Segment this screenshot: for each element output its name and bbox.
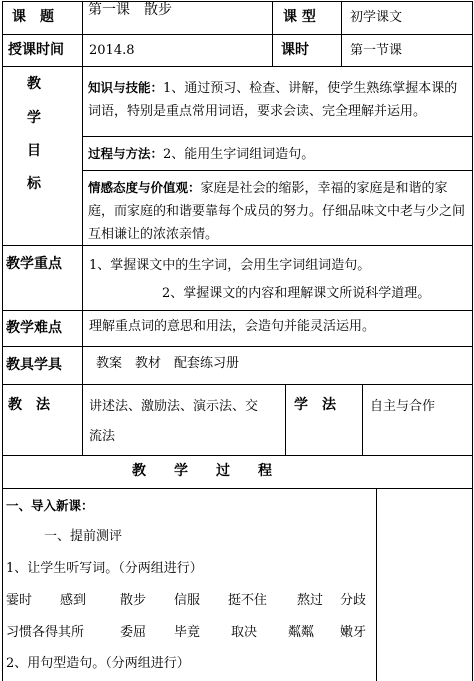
rule [2, 455, 472, 456]
type-value: 初学课文 [350, 10, 403, 25]
rule [341, 1, 342, 66]
rule [2, 310, 472, 311]
rule [2, 1, 3, 681]
materials-text: 教案 教材 配套练习册 [96, 356, 240, 371]
process-title: 教 学 过 程 [132, 463, 272, 479]
rule [2, 1, 472, 2]
subsection-heading: 一、提前测评 [44, 529, 123, 544]
rule [2, 66, 472, 67]
process-text: 2、能用生字词组词造句。 [163, 147, 315, 162]
knowledge-objective [88, 76, 468, 123]
teach-method-label: 教 法 [8, 397, 50, 413]
rule [2, 346, 472, 347]
objectives-label-char: 学 [27, 110, 41, 126]
vocab-word: 习惯各得其所 [6, 625, 85, 640]
attitude-label: 情感态度与价值观： [88, 180, 201, 195]
date-value: 2014.8 [89, 43, 135, 58]
objectives-label-char: 标 [27, 176, 41, 192]
rule [376, 488, 377, 681]
rule [2, 384, 472, 385]
process-objective [88, 142, 468, 166]
difficulty-label: 教学难点 [6, 320, 62, 336]
process-label: 过程与方法： [88, 146, 164, 161]
vocab-word: 嫩牙 [340, 625, 367, 640]
rule [82, 1, 83, 455]
knowledge-label: 知识与技能： [88, 80, 164, 95]
vocab-word: 信服 [174, 593, 201, 608]
vocab-word: 分歧 [340, 593, 367, 608]
materials-label: 教具学具 [6, 357, 62, 373]
vocab-word: 粼粼 [288, 625, 315, 640]
rule [2, 34, 472, 35]
key-point-2: 2、掌握课文的内容和理解课文所说科学道理。 [162, 286, 431, 301]
period-label: 课时 [281, 42, 309, 58]
rule [272, 1, 273, 66]
teach-method-line-1: 讲述法、激励法、演示法、交 [89, 399, 259, 414]
date-label: 授课时间 [8, 42, 64, 58]
subject-label: 课 题 [12, 9, 54, 25]
learn-method-label: 学 法 [294, 397, 336, 413]
rule [362, 384, 363, 455]
knowledge-text: 1、通过预习、检查、讲解，使学生熟练掌握本课的词语，特别是重点常用词语，要求会读、完全理解并运用。 [88, 81, 458, 119]
key-points-label: 教学重点 [6, 256, 62, 272]
activity-item-1: 1、让学生听写词。（分两组进行） [6, 561, 203, 576]
vocab-word: 熬过 [297, 593, 324, 608]
key-point-1: 1、掌握课文中的生字词，会用生字词组词造句。 [89, 258, 371, 273]
rule [82, 170, 472, 171]
subject-value: 第一课 散步 [88, 2, 172, 18]
rule [2, 488, 472, 489]
vocab-word: 挺不住 [228, 593, 268, 608]
attitude-objective [88, 176, 468, 246]
vocab-word: 毕竟 [174, 625, 201, 640]
vocab-word: 取决 [231, 625, 258, 640]
vocab-word: 委屈 [120, 625, 147, 640]
learn-method-value: 自主与合作 [370, 399, 436, 414]
objectives-label-char: 目 [27, 143, 41, 159]
rule [82, 136, 472, 137]
difficulty-text: 理解重点词的意思和用法，会造句并能灵活运用。 [89, 319, 376, 334]
vocab-word: 霎时 [6, 593, 33, 608]
objectives-label-char: 教 [27, 76, 41, 92]
vocab-word: 感到 [60, 593, 87, 608]
type-label: 课 型 [283, 9, 316, 25]
attitude-text: 家庭是社会的缩影，幸福的家庭是和谐的家庭，而家庭的和谐要靠每个成员的努力。仔细品味文中老与少之间互相谦让的浓浓亲情。 [88, 181, 466, 242]
section-intro-heading: 一、导入新课： [6, 498, 94, 513]
rule [285, 384, 286, 455]
period-value: 第一节课 [350, 43, 403, 58]
activity-item-2: 2、用句型造句。（分两组进行） [6, 656, 190, 671]
vocab-word: 散步 [120, 593, 147, 608]
teach-method-line-2: 流法 [89, 429, 116, 444]
rule [472, 1, 473, 681]
